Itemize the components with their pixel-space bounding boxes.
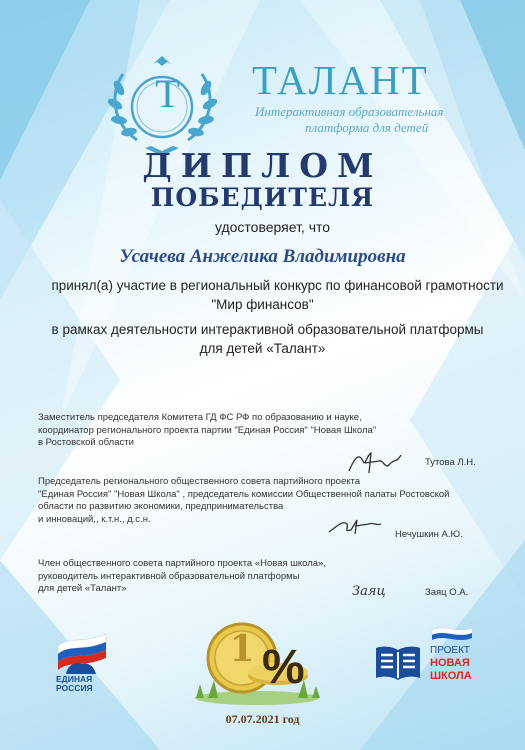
signatory-2-title xyxy=(38,476,478,526)
diploma-date: 07.07.2021 год xyxy=(225,712,300,726)
certifies-text: удостоверяет, что xyxy=(214,219,331,235)
body-line-3: в рамках деятельности интерактивной образовательной платформы xyxy=(51,322,484,337)
logo-letter: Т xyxy=(155,71,180,116)
brand-subtitle-2: платформа для детей xyxy=(305,120,429,135)
coin-digit: 1 xyxy=(229,628,255,670)
signatory-2-line: и инноваций,, к.т.н., д.с.н. xyxy=(38,513,151,525)
russian-flag-wave-icon xyxy=(430,624,474,644)
brand-name: ТАЛАНТ xyxy=(252,57,429,103)
signature-3: Заяц xyxy=(352,584,386,599)
diploma-title: ДИПЛОМ xyxy=(142,146,383,185)
percent-symbol: % xyxy=(262,641,305,694)
signatory-2-line: области по развитию экономики, предпринимательства xyxy=(38,501,284,512)
signatory-1-title xyxy=(38,412,438,450)
signatory-2-line: Председатель регионального общественного совета партийного проекта xyxy=(38,476,361,487)
signatory-1-line: координатор регионального проекта партии "Единая Россия" "Новая Школа" xyxy=(38,424,377,436)
signatory-2-name: Нечушкин А.Ю. xyxy=(395,529,463,540)
signatory-3-name: Заяц О.А. xyxy=(425,587,469,598)
united-russia-flag-icon xyxy=(52,628,112,676)
signature-2 xyxy=(325,512,385,538)
party-name-1: ЕДИНАЯ xyxy=(56,674,93,684)
party-name-2: РОССИЯ xyxy=(56,683,93,693)
signatory-3-line: для детей «Талант» xyxy=(38,583,127,594)
body-line-2: "Мир финансов" xyxy=(211,297,314,312)
signature-1 xyxy=(345,447,405,479)
signatory-2-line: "Единая Россия" "Новая Школа" , председатель комиссии Общественной палаты Ростовской xyxy=(38,488,450,500)
open-book-icon xyxy=(373,642,423,682)
project-new: НОВАЯ xyxy=(430,657,470,669)
brand-subtitle-1: Интерактивная образовательная xyxy=(255,104,444,119)
signatory-3-title xyxy=(38,558,398,596)
signatory-1-line: в Ростовской области xyxy=(38,437,134,448)
signatory-3-line: руководитель интерактивной образовательной платформы xyxy=(38,570,300,582)
body-line-4: для детей «Талант» xyxy=(199,341,326,356)
recipient-name: Усачева Анжелика Владимировна xyxy=(119,246,406,267)
signatory-3-line: Член общественного совета партийного проекта «Новая школа», xyxy=(38,558,327,569)
project-school: ШКОЛА xyxy=(430,670,472,682)
body-line-1: принял(а) участие в региональный конкурс по финансовой грамотности xyxy=(51,278,504,293)
project-label: ПРОЕКТ xyxy=(430,645,471,656)
signatory-1-line: Заместитель председателя Комитета ГД ФС РФ по образованию и науке, xyxy=(38,412,362,423)
diploma-subtitle: ПОБЕДИТЕЛЯ xyxy=(150,183,375,212)
signatory-1-name: Тутова Л.Н. xyxy=(425,457,476,468)
